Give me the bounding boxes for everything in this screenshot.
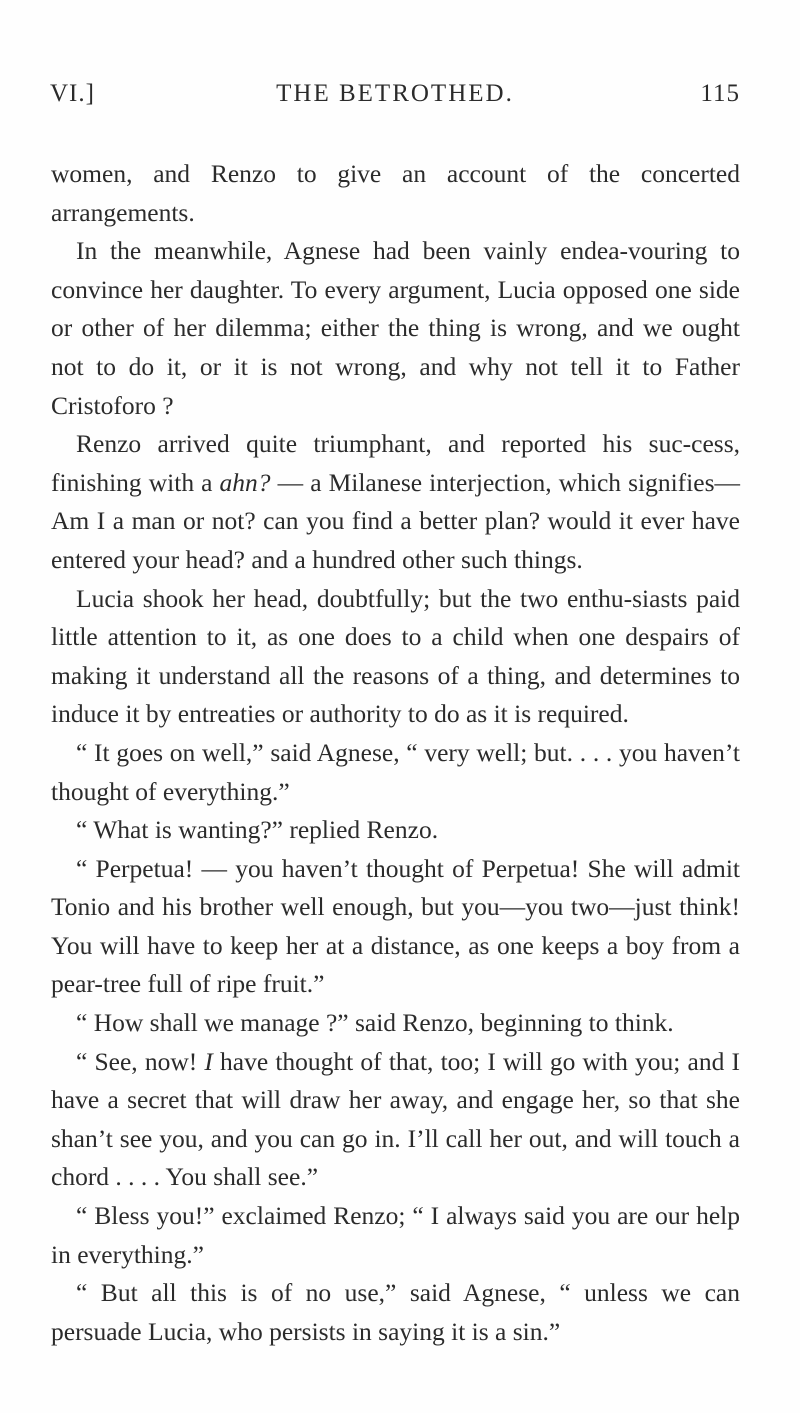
running-head: [50, 80, 740, 120]
paragraph-text: — a Milanese interjection, which signifies—Am I a man or not? can you find a better plan? would it ever have entered your head? and a hundred other such things.: [51, 467, 740, 574]
chapter-number: VI.]: [50, 80, 95, 107]
italic-interjection: ahn?: [219, 467, 271, 497]
paragraph: “ Perpetua! — you haven’t thought of Perpetua! She will admit Tonio and his brother well enough, but you—you two—just think! You will have to keep her at a distance, as one keeps a boy from a pear-tree full of ripe fruit.”: [51, 853, 740, 999]
paragraph-text: “ See, now!: [76, 1046, 205, 1076]
paragraph: Lucia shook her head, doubtfully; but the two enthu-siasts paid little attention to it, as one does to a child when one despairs of making it understand all the reasons of a thing, and determines to induce it by entreaties or authority to do as it is required.: [51, 583, 740, 729]
paragraph-text: Renzo arrived quite triumphant, and reported his suc-cess, finishing with a: [51, 429, 740, 497]
book-title: THE BETROTHED.: [276, 80, 514, 107]
paragraph-text: have thought of that, too; I will go with you; and I have a secret that will draw her away, and engage her, so that she shan’t see you, and you can go in. I’ll call her out, and will touch a chord . . . . You shall see.”: [51, 1046, 740, 1192]
page-number: 115: [700, 80, 740, 107]
paragraph: “ How shall we manage ?” said Renzo, beginning to think.: [76, 1008, 674, 1038]
paragraph: “ What is wanting?” replied Renzo.: [76, 815, 439, 845]
paragraph: In the meanwhile, Agnese had been vainly endea-vouring to convince her daughter. To every argument, Lucia opposed one side or other of her dilemma; either the thing is wrong, and we ought not to do it, or it is not wrong, and why not tell it to Father Cristoforo ?: [51, 236, 740, 420]
paragraph: [51, 425, 740, 579]
paragraph: “ It goes on well,” said Agnese, “ very well; but. . . . you haven’t thought of everything.”: [51, 737, 740, 806]
paragraph: “ Bless you!” exclaimed Renzo; “ I always said you are our help in everything.”: [51, 1201, 740, 1269]
italic-pronoun: I: [204, 1046, 213, 1076]
body-text: [51, 155, 740, 1351]
paragraph: “ But all this is of no use,” said Agnese, “ unless we can persuade Lucia, who persists in saying it is a sin.”: [51, 1278, 740, 1346]
paragraph: [51, 1043, 740, 1197]
paragraph: women, and Renzo to give an account of the concerted arrangements.: [51, 159, 740, 227]
